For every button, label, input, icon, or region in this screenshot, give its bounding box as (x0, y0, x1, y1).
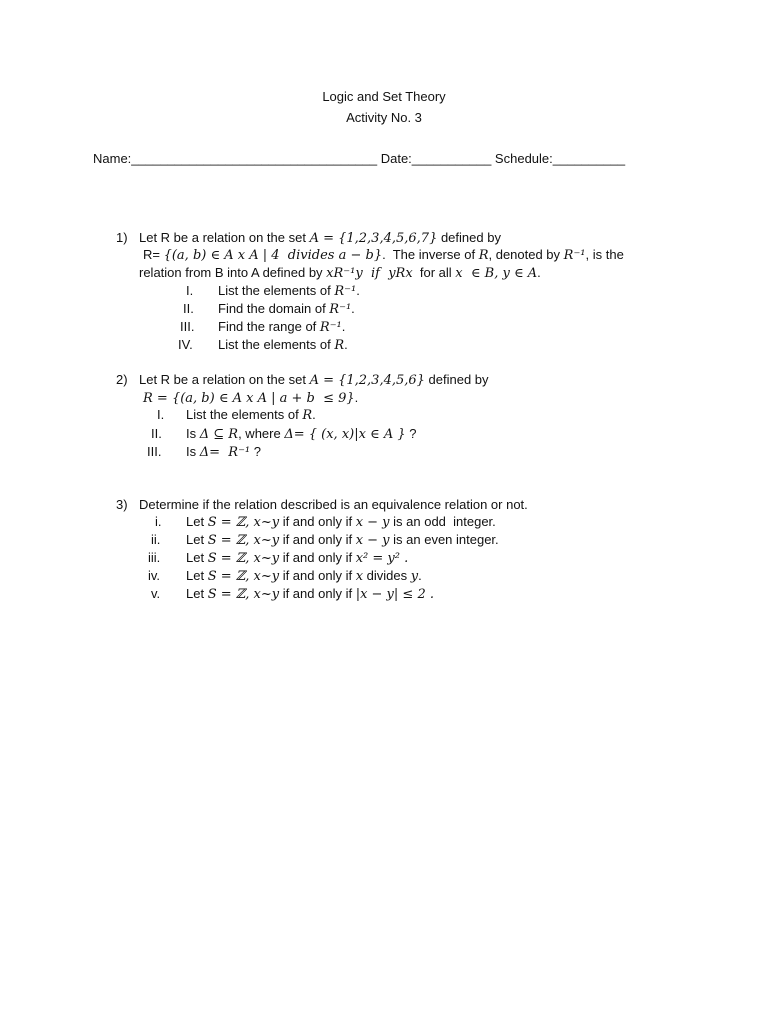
q3-item-number: iv. (148, 568, 161, 583)
q3-number: 3) (116, 497, 128, 512)
q1-line2: R= {(a, b) ∈ A x A | 4 divides a − b}. The inverse of R, denoted by R⁻¹, is the (143, 247, 624, 263)
q1-line1: Let R be a relation on the set A = {1,2,3,4,5,6,7} defined by (139, 230, 501, 246)
q2-line1: Let R be a relation on the set A = {1,2,3,4,5,6} defined by (139, 372, 489, 388)
q1-item-text: List the elements of R⁻¹. (218, 283, 360, 299)
q1-item-number: I. (186, 283, 194, 298)
q2-line2: R = {(a, b) ∈ A x A | a + b ≤ 9}. (143, 390, 359, 406)
q1-item-text: Find the range of R⁻¹. (218, 319, 346, 335)
document-subtitle: Activity No. 3 (346, 110, 422, 125)
q3-item-text: Let S = ℤ, x~y if and only if x − y is an odd integer. (186, 514, 496, 530)
q2-item-text: List the elements of R. (186, 407, 316, 423)
q2-item-text: Is Δ= R⁻¹ ? (186, 444, 261, 460)
q1-item-number: III. (180, 319, 195, 334)
q3-item-text: Let S = ℤ, x~y if and only if x² = y² . (186, 550, 409, 566)
q2-item-number: II. (151, 426, 162, 441)
q1-item-text: List the elements of R. (218, 337, 348, 353)
q2-item-number: III. (147, 444, 162, 459)
q3-item-number: ii. (151, 532, 161, 547)
student-fields-line: Name:__________________________________ Date:___________ Schedule:__________ (93, 151, 626, 166)
q3-item-number: iii. (148, 550, 161, 565)
q1-number: 1) (116, 230, 128, 245)
q3-item-number: i. (155, 514, 162, 529)
q1-item-text: Find the domain of R⁻¹. (218, 301, 355, 317)
q3-item-text: Let S = ℤ, x~y if and only if x − y is an even integer. (186, 532, 499, 548)
q2-item-text: Is Δ ⊆ R, where Δ= { (x, x)|x ∈ A } ? (186, 426, 417, 442)
q2-number: 2) (116, 372, 128, 387)
document-title: Logic and Set Theory (322, 89, 446, 104)
q1-item-number: IV. (178, 337, 193, 352)
q2-item-number: I. (157, 407, 165, 422)
q3-item-number: v. (151, 586, 161, 601)
q3-item-text: Let S = ℤ, x~y if and only if |x − y| ≤ 2 . (186, 586, 434, 602)
q3-item-text: Let S = ℤ, x~y if and only if x divides y. (186, 568, 422, 584)
q3-intro: Determine if the relation described is an equivalence relation or not. (139, 497, 528, 512)
q1-line3: relation from B into A defined by xR⁻¹y if yRx for all x ∈ B, y ∈ A. (139, 265, 541, 281)
q1-item-number: II. (183, 301, 194, 316)
